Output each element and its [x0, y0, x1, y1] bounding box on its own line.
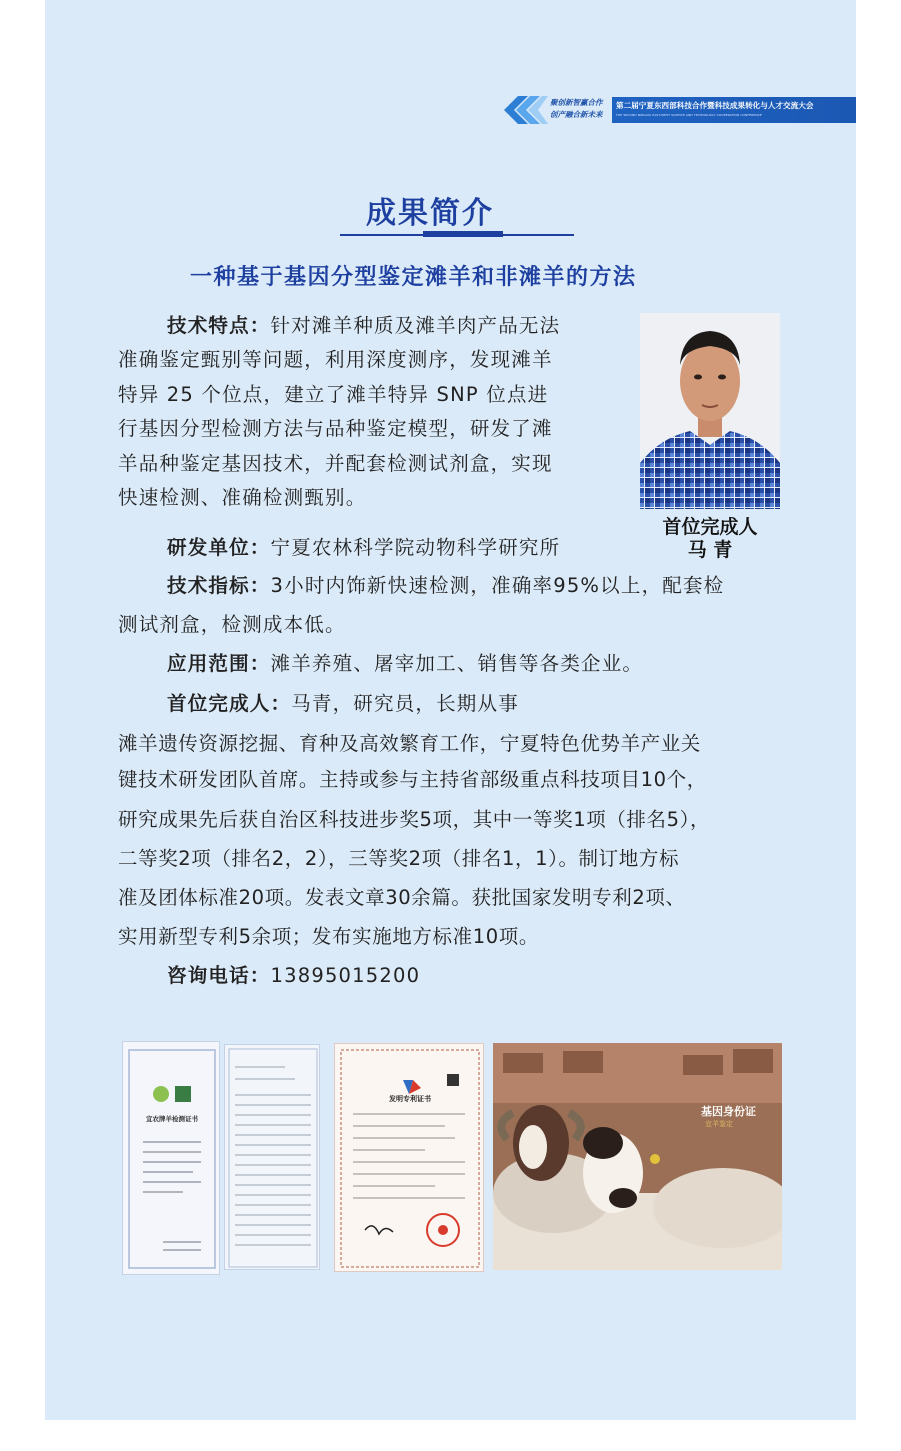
- person-line-4: 研究成果先后获自治区科技进步奖5项，其中一等奖1项（排名5），: [118, 808, 711, 831]
- unit-label: 研发单位：: [167, 536, 271, 559]
- scope-label: 应用范围：: [167, 652, 271, 675]
- conference-banner: [500, 94, 856, 126]
- person-line-5: 二等奖2项（排名2，2），三等奖2项（排名1，1）。制订地方标: [118, 847, 680, 870]
- certificate-image-2: [224, 1044, 320, 1270]
- unit-line: 研发单位：宁夏农林科学院动物科学研究所: [167, 536, 561, 559]
- sheep-photo: [493, 1043, 782, 1270]
- features-line-5: 羊品种鉴定基因技术，并配套检测试剂盒，实现: [118, 452, 553, 475]
- conference-name-en: THE SECOND NINGXIA EAST-WEST SCIENCE AND TECHNOLOGY COOPERATION CONFERENCE: [616, 113, 762, 117]
- banner-band: [612, 97, 856, 123]
- contact-phone: 13895015200: [270, 964, 421, 987]
- conference-name: 第二届宁夏东西部科技合作暨科技成果转化与人才交流大会: [616, 101, 814, 110]
- features-line-3: 特异 25 个位点，建立了滩羊特异 SNP 位点进: [118, 383, 549, 406]
- section-title: 成果简介: [366, 196, 494, 231]
- person-line-2: 滩羊遗传资源挖掘、育种及高效繁育工作，宁夏特色优势羊产业关: [118, 732, 701, 755]
- contact-line: [167, 959, 420, 994]
- achievement-title: 一种基于基因分型鉴定滩羊和非滩羊的方法: [190, 265, 637, 290]
- indicators-line-2: 测试剂盒，检测成本低。: [118, 613, 346, 636]
- features-line-6: 快速检测、准确检测甄别。: [118, 486, 367, 509]
- person-line-3: 键技术研发团队首席。主持或参与主持省部级重点科技项目10个，: [118, 768, 707, 791]
- portrait-photo: [640, 313, 780, 509]
- person-line-7: 实用新型专利5余项；发布实施地方标准10项。: [118, 925, 539, 948]
- indicators-line-1: 技术指标：3小时内饰新快速检测，准确率95%以上，配套检: [167, 574, 725, 597]
- certificate-image-1: [122, 1041, 220, 1275]
- sheep-subcaption: 宜羊鉴定: [705, 1120, 733, 1128]
- portrait-caption: [640, 516, 780, 562]
- features-label: 技术特点：: [167, 314, 271, 337]
- cert3-title: 发明专利证书: [389, 1095, 431, 1103]
- person-line-1: 首位完成人：马青，研究员，长期从事: [167, 692, 519, 715]
- person-label: 首位完成人：: [167, 692, 292, 715]
- caption-name: 马 青: [687, 539, 733, 561]
- contact-label: 咨询电话：: [167, 964, 271, 987]
- caption-role: 首位完成人: [662, 516, 758, 538]
- features-line-1: 技术特点：针对滩羊种质及滩羊肉产品无法: [167, 314, 561, 337]
- features-line-2: 准确鉴定甄别等问题，利用深度测序，发现滩羊: [118, 348, 553, 371]
- sheep-caption: 基因身份证: [701, 1105, 756, 1118]
- scope-line: 应用范围：滩羊养殖、屠宰加工、销售等各类企业。: [167, 652, 644, 675]
- patent-certificate-image: [334, 1043, 484, 1272]
- features-line-4: 行基因分型检测方法与品种鉴定模型，研发了滩: [118, 417, 553, 440]
- indicators-label: 技术指标：: [167, 574, 271, 597]
- cert1-title: 宜农牌羊检测证书: [146, 1115, 198, 1123]
- chevrons-icon: [500, 94, 548, 126]
- person-line-6: 准及团体标准20项。发表文章30余篇。获批国家发明专利2项、: [118, 886, 686, 909]
- banner-slogan: 聚创新智赢合作 创产融合新未来: [550, 98, 603, 119]
- title-underline-accent: [423, 231, 503, 237]
